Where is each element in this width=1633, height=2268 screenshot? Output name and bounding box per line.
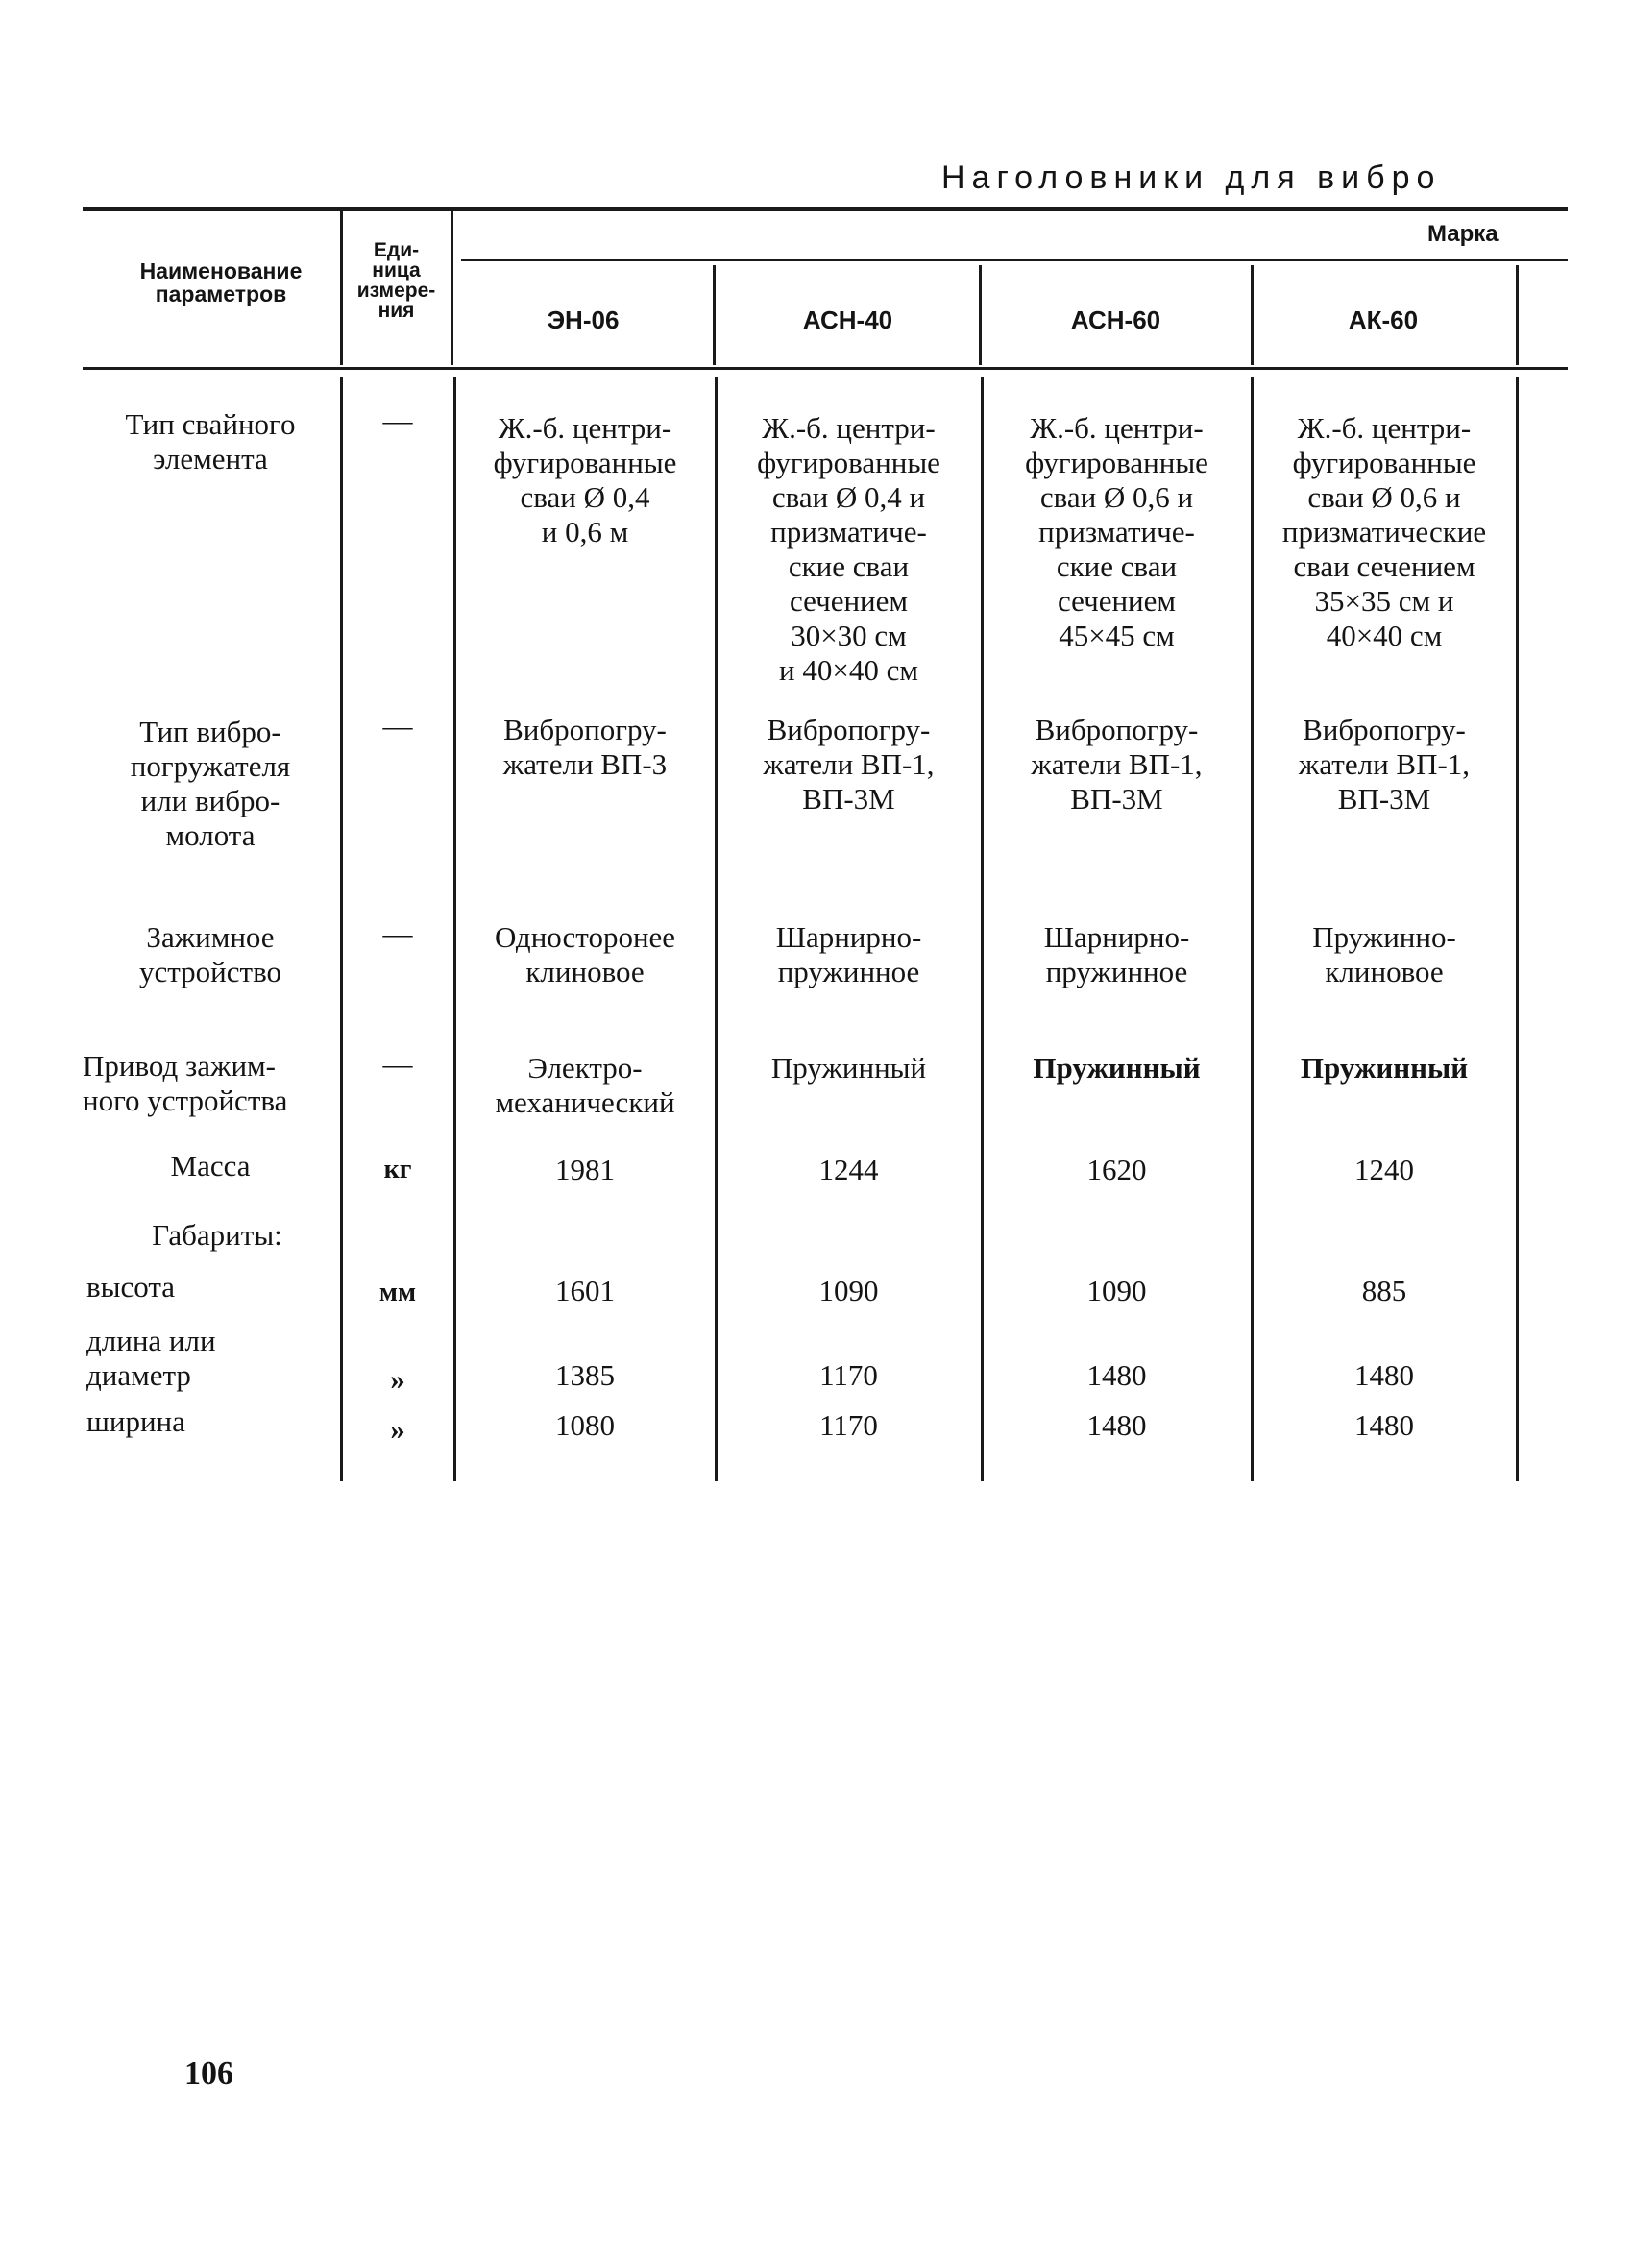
param-line: элемента (153, 442, 268, 476)
cell-line: клиновое (1325, 955, 1444, 988)
cell-length-en06: 1385 (555, 1358, 615, 1392)
cell-mass-ak60: 1240 (1354, 1153, 1414, 1186)
cell-line: сваи Ø 0,4 и (771, 480, 926, 514)
cell-height-ak60: 885 (1361, 1274, 1407, 1307)
cell-line: жатели ВП-3 (502, 747, 668, 781)
header-param-name-line: параметров (155, 281, 287, 306)
cell-line: жатели ВП-1, (1031, 747, 1203, 781)
param-mass: Масса (170, 1149, 251, 1183)
param-line: диаметр (86, 1358, 191, 1392)
param-line: ного устройства (83, 1084, 288, 1117)
unit-pile-type: — (382, 403, 413, 437)
unit-length: » (390, 1362, 405, 1396)
cell-pile-type-en06 (455, 411, 715, 549)
param-line: Привод зажим- (83, 1049, 276, 1083)
header-unit-line: Еди- (373, 239, 420, 261)
param-driver-type (83, 715, 338, 853)
cell-line: 45×45 см (1059, 619, 1175, 652)
cell-line: фугированные (757, 446, 940, 479)
cell-line: призматиче- (770, 515, 927, 549)
cell-driver-type-en06 (455, 713, 715, 782)
cell-line: призматиче- (1038, 515, 1195, 549)
cell-line: пружинное (777, 955, 920, 988)
cell-height-asn60: 1090 (1086, 1274, 1147, 1307)
cell-line: фугированные (493, 446, 677, 479)
cell-clamp-drive-ak60 (1253, 1051, 1516, 1085)
cell-line: Шарнирно- (1043, 920, 1190, 954)
cell-line: 40×40 см (1326, 619, 1443, 652)
cell-line: Ж.-б. центри- (1030, 411, 1204, 445)
cell-line: жатели ВП-1, (763, 747, 935, 781)
cell-line: и 40×40 см (779, 653, 918, 687)
cell-line: Ж.-б. центри- (762, 411, 936, 445)
param-line: Тип вибро- (139, 715, 281, 748)
cell-line: сваи Ø 0,6 и (1307, 480, 1461, 514)
cell-line: пружинное (1045, 955, 1188, 988)
header-unit (342, 240, 451, 321)
cell-line: Ж.-б. центри- (498, 411, 672, 445)
unit-driver-type: — (382, 709, 413, 743)
cell-clamp-en06 (455, 920, 715, 989)
cell-line: Вибропогру- (1303, 713, 1466, 746)
header-divider (451, 211, 453, 365)
cell-line: сечением (789, 584, 909, 618)
cell-width-en06: 1080 (555, 1408, 615, 1442)
cell-line: сваи сечением (1293, 549, 1475, 583)
cell-line: ские сваи (1056, 549, 1178, 583)
page-number: 106 (184, 2056, 233, 2091)
top-rule (83, 207, 1568, 211)
cell-clamp-asn40 (717, 920, 981, 989)
cell-pile-type-asn60 (983, 411, 1251, 653)
cell-line: ВП-3М (1337, 782, 1431, 816)
header-param-name-line: Наименование (139, 258, 303, 283)
cell-driver-type-asn60 (983, 713, 1251, 817)
cell-line: фугированные (1025, 446, 1208, 479)
marka-rule (461, 259, 1568, 261)
cell-line: Пружинный (1300, 1051, 1469, 1085)
param-length (86, 1324, 336, 1393)
header-unit-line: ница (372, 259, 421, 281)
cell-line: Пружинный (1033, 1051, 1201, 1085)
unit-clamp-drive: — (382, 1047, 413, 1081)
cell-width-ak60: 1480 (1354, 1408, 1414, 1442)
param-pile-type (83, 407, 338, 476)
header-marka: Марка (1427, 221, 1499, 247)
body-divider (1516, 377, 1519, 1481)
column-header-en06: ЭН-06 (547, 305, 620, 334)
cell-line: Вибропогру- (1035, 713, 1199, 746)
param-clamp (83, 920, 338, 989)
param-clamp-drive (83, 1049, 342, 1118)
param-dimensions: Габариты: (152, 1218, 282, 1252)
table-title: Наголовники для вибро (941, 159, 1442, 196)
param-width: ширина (86, 1404, 185, 1438)
cell-width-asn40: 1170 (819, 1408, 878, 1442)
param-line: Зажимное (146, 920, 275, 954)
cell-line: Пружинно- (1312, 920, 1456, 954)
unit-clamp: — (382, 916, 413, 950)
param-line: устройство (138, 955, 281, 988)
cell-line: ВП-3М (1070, 782, 1163, 816)
column-header-asn40: АСН-40 (802, 305, 893, 334)
cell-mass-asn60: 1620 (1086, 1153, 1147, 1186)
cell-line: сваи Ø 0,4 (520, 480, 650, 514)
cell-line: ВП-3М (802, 782, 895, 816)
cell-driver-type-asn40 (717, 713, 981, 817)
cell-clamp-drive-en06 (455, 1051, 715, 1120)
column-header-ak60: АК-60 (1348, 305, 1419, 334)
cell-line: Вибропогру- (503, 713, 667, 746)
cell-pile-type-ak60 (1253, 411, 1516, 653)
cell-height-asn40: 1090 (818, 1274, 879, 1307)
cell-line: сечением (1057, 584, 1177, 618)
header-bottom-rule (83, 367, 1568, 370)
cell-line: фугированные (1292, 446, 1476, 479)
cell-line: 30×30 см (791, 619, 907, 652)
cell-line: Шарнирно- (775, 920, 922, 954)
cell-line: жатели ВП-1, (1298, 747, 1471, 781)
header-param-name (106, 259, 336, 305)
param-line: или вибро- (140, 784, 280, 817)
unit-mass: кг (383, 1155, 412, 1184)
cell-line: Электро- (527, 1051, 643, 1085)
header-unit-line: ния (378, 300, 415, 322)
cell-length-asn40: 1170 (819, 1358, 878, 1392)
unit-width: » (390, 1412, 405, 1446)
cell-line: клиновое (525, 955, 645, 988)
cell-clamp-drive-asn60 (983, 1051, 1251, 1085)
cell-driver-type-ak60 (1253, 713, 1516, 817)
cell-width-asn60: 1480 (1086, 1408, 1147, 1442)
cell-line: призматические (1281, 515, 1487, 549)
cell-pile-type-asn40 (717, 411, 981, 688)
cell-clamp-asn60 (983, 920, 1251, 989)
cell-mass-asn40: 1244 (818, 1153, 879, 1186)
cell-clamp-drive-asn40 (717, 1051, 981, 1085)
param-line: Тип свайного (125, 407, 296, 441)
cell-line: Вибропогру- (767, 713, 931, 746)
cell-line: 35×35 см и (1314, 584, 1454, 618)
cell-length-asn60: 1480 (1086, 1358, 1147, 1392)
cell-height-en06: 1601 (555, 1274, 615, 1307)
header-unit-line: измере- (356, 280, 436, 302)
cell-line: ские сваи (788, 549, 910, 583)
param-line: молота (165, 818, 256, 852)
cell-line: Ж.-б. центри- (1297, 411, 1472, 445)
cell-line: Пружинный (770, 1051, 927, 1085)
cell-clamp-ak60 (1253, 920, 1516, 989)
header-divider (1516, 265, 1519, 365)
cell-line: и 0,6 м (541, 515, 629, 549)
unit-height: мм (378, 1278, 417, 1307)
cell-mass-en06: 1981 (555, 1153, 615, 1186)
param-line: погружателя (130, 749, 291, 783)
cell-length-ak60: 1480 (1354, 1358, 1414, 1392)
param-line: длина или (86, 1324, 216, 1357)
cell-line: Односторонее (494, 920, 676, 954)
column-header-asn60: АСН-60 (1070, 305, 1161, 334)
cell-line: механический (495, 1085, 675, 1119)
cell-line: сваи Ø 0,6 и (1039, 480, 1194, 514)
param-height: высота (86, 1270, 176, 1304)
